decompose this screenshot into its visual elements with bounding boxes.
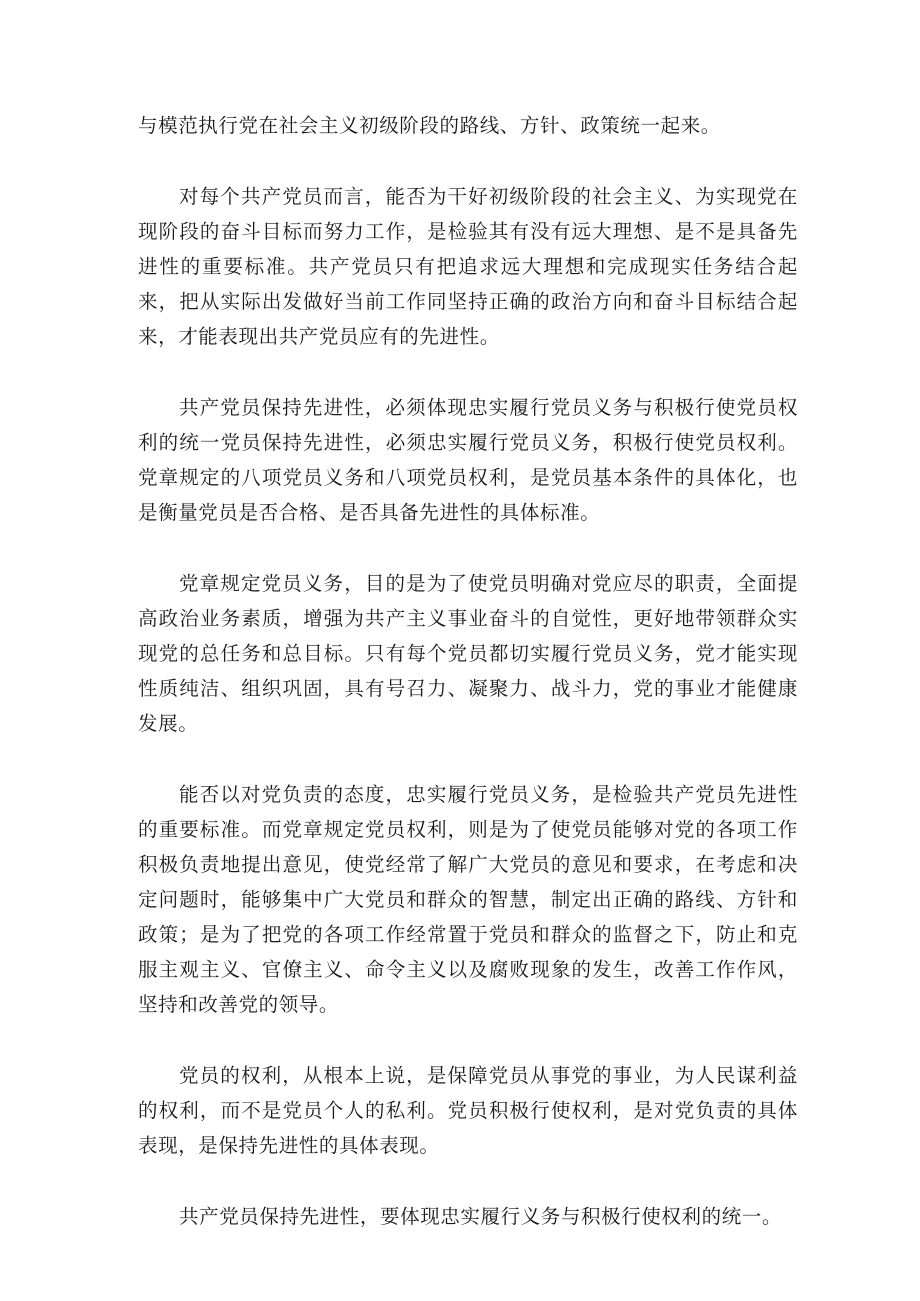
paragraph-7: 共产党员保持先进性，要体现忠实履行义务与积极行使权利的统一。 <box>179 1205 783 1228</box>
document-body <box>138 108 798 1270</box>
paragraph-continuation: 与模范执行党在社会主义初级阶段的路线、方针、政策统一起来。 <box>138 114 721 137</box>
paragraph-6: 党员的权利，从根本上说，是保障党员从事党的事业，为人民谋利益的权利，而不是党员个人的私利。党员积极行使权利，是对党负责的具体表现，是保持先进性的具体表现。 <box>138 1064 798 1157</box>
paragraph-3: 共产党员保持先进性，必须体现忠实履行党员义务与积极行使党员权利的统一党员保持先进性，必须忠实履行党员义务，积极行使党员权利。党章规定的八项党员义务和八项党员权利，是党员基本条件的具体化，也是衡量党员是否合格、是否具备先进性的具体标准。 <box>138 396 798 524</box>
paragraph-2: 对每个共产党员而言，能否为干好初级阶段的社会主义、为实现党在现阶段的奋斗目标而努力工作，是检验其有没有远大理想、是不是具备先进性的重要标准。共产党员只有把追求远大理想和完成现实任务结合起来，把从实际出发做好当前工作同坚持正确的政治方向和奋斗目标结合起来，才能表现出共产党员应有的先进性。 <box>138 185 798 348</box>
paragraph-5: 能否以对党负责的态度，忠实履行党员义务，是检验共产党员先进性的重要标准。而党章规定党员权利，则是为了使党员能够对党的各项工作积极负责地提出意见，使党经常了解广大党员的意见和要求，在考虑和决定问题时，能够集中广大党员和群众的智慧，制定出正确的路线、方针和政策；是为了把党的各项工作经常置于党员和群众的监督之下，防止和克服主观主义、官僚主义、命令主义以及腐败现象的发生，改善工作作风，坚持和改善党的领导。 <box>138 783 798 1016</box>
paragraph-4: 党章规定党员义务，目的是为了使党员明确对党应尽的职责，全面提高政治业务素质，增强为共产主义事业奋斗的自觉性，更好地带领群众实现党的总任务和总目标。只有每个党员都切实履行党员义务，党才能实现性质纯洁、组织巩固，具有号召力、凝聚力、战斗力，党的事业才能健康发展。 <box>138 572 798 735</box>
